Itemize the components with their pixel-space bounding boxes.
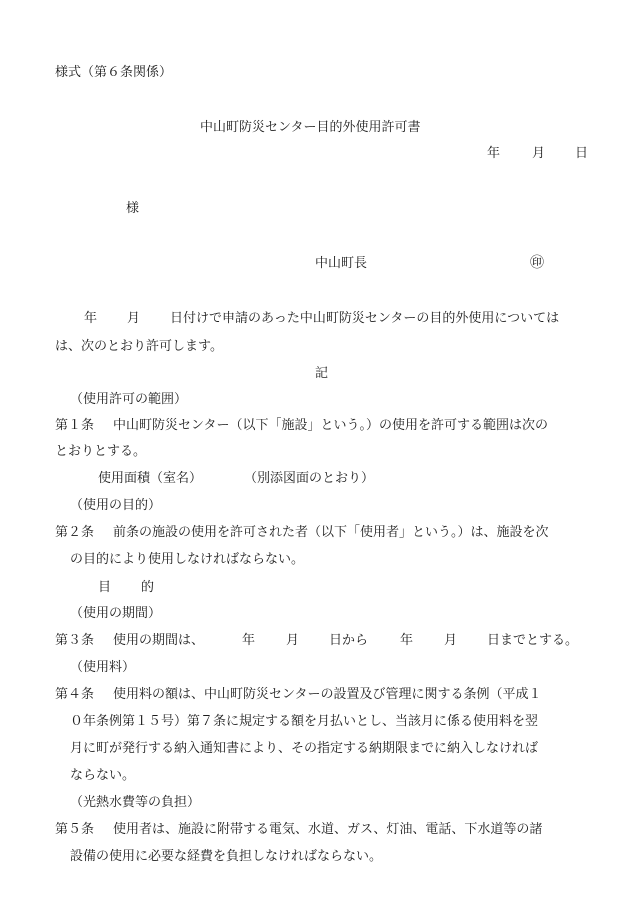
article5-line2: 設備の使用に必要な経費を負担しなければならない。 xyxy=(70,849,383,864)
seal-mark: ㊞ xyxy=(530,255,544,271)
article4-line3: 月に町が発行する納入通知書により、その指定する納期限までに納入しなければ xyxy=(70,741,539,756)
article4-label: 第４条 xyxy=(55,687,95,702)
intro-text-line2: は、次のとおり許可します。 xyxy=(55,339,223,354)
intro-month: 月 xyxy=(127,311,141,326)
article2-line1: 前条の施設の使用を許可された者（以下「使用者」という。）は、施設を次 xyxy=(113,525,549,540)
intro-text-line1: 日付けで申請のあった中山町防災センターの目的外使用については xyxy=(170,311,560,326)
article2-item-char1: 目 xyxy=(98,580,112,595)
article2-heading: （使用の目的） xyxy=(70,498,162,513)
article3-month1: 月 xyxy=(286,633,300,648)
article4-line4: ならない。 xyxy=(70,768,136,783)
article3-day1: 日から xyxy=(329,633,369,648)
addressee-suffix: 様 xyxy=(126,201,140,216)
article1-heading: （使用許可の範囲） xyxy=(70,392,188,407)
date-month: 月 xyxy=(532,146,546,161)
article3-label: 第３条 xyxy=(55,633,95,648)
date-day: 日 xyxy=(575,146,589,161)
article2-label: 第２条 xyxy=(55,525,95,540)
article1-line2: とおりとする。 xyxy=(55,444,147,459)
document-title: 中山町防災センター目的外使用許可書 xyxy=(200,120,421,135)
article3-month2: 月 xyxy=(444,633,458,648)
article4-line2: ０年条例第１５号）第７条に規定する額を月払いとし、当該月に係る使用料を翌 xyxy=(70,714,539,729)
article2-item-char2: 的 xyxy=(141,580,155,595)
article3-lead: 使用の期間は、 xyxy=(113,633,205,648)
article3-year1: 年 xyxy=(242,633,256,648)
article4-line1: 使用料の額は、中山町防災センターの設置及び管理に関する条例（平成１ xyxy=(113,687,542,702)
article2-line2: の目的により使用しなければならない。 xyxy=(70,552,305,567)
article1-item-value: （別添図面のとおり） xyxy=(244,471,375,486)
article1-label: 第１条 xyxy=(55,418,95,433)
ki-marker: 記 xyxy=(315,366,329,381)
date-year: 年 xyxy=(487,146,501,161)
issuer-name: 中山町長 xyxy=(315,256,368,271)
article1-line1: 中山町防災センター（以下「施設」という。）の使用を許可する範囲は次の xyxy=(113,418,548,433)
form-label: 様式（第６条関係） xyxy=(55,65,173,80)
article5-line1: 使用者は、施設に附帯する電気、水道、ガス、灯油、電話、下水道等の諸 xyxy=(113,822,543,837)
article3-day2: 日までとする。 xyxy=(487,633,579,648)
article5-label: 第５条 xyxy=(55,822,95,837)
intro-year: 年 xyxy=(84,311,98,326)
article4-heading: （使用料） xyxy=(70,660,136,675)
article3-heading: （使用の期間） xyxy=(70,606,162,621)
article1-item-label: 使用面積（室名） xyxy=(98,471,203,486)
article3-year2: 年 xyxy=(400,633,414,648)
article5-heading: （光熱水費等の負担） xyxy=(70,795,201,810)
